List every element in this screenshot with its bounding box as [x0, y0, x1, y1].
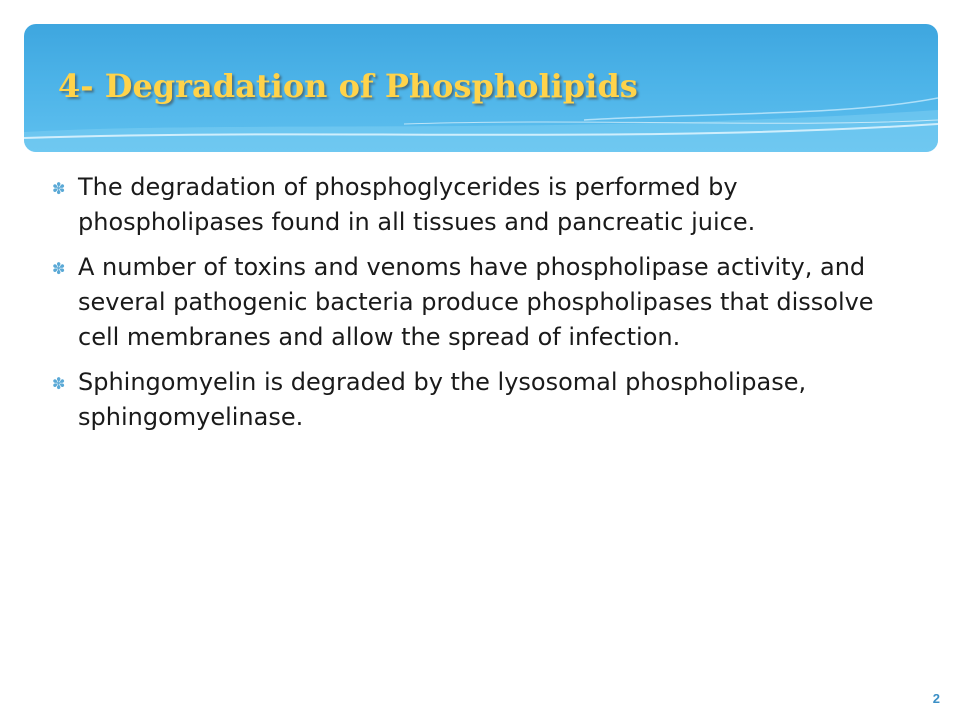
asterisk-bullet-icon: ✽: [52, 259, 66, 278]
bullet-item: [48, 365, 916, 435]
bullet-list: [48, 170, 916, 445]
bullet-item: [48, 250, 916, 355]
asterisk-bullet-icon: ✽: [52, 179, 66, 198]
bullet-text: The degradation of phosphoglycerides is performed by phospholipases found in all tissues and pancreatic juice.: [78, 173, 756, 236]
asterisk-bullet-icon: ✽: [52, 374, 66, 393]
bullet-text: Sphingomyelin is degraded by the lysosomal phospholipase, sphingomyelinase.: [78, 368, 807, 431]
slide-title: 4- Degradation of Phospholipids: [58, 67, 638, 105]
page-number: 2: [932, 691, 940, 706]
bullet-item: [48, 170, 916, 240]
bullet-text: A number of toxins and venoms have phospholipase activity, and several pathogenic bacteria produce phospholipases that dissolve cell membranes and allow the spread of infection.: [78, 253, 874, 351]
